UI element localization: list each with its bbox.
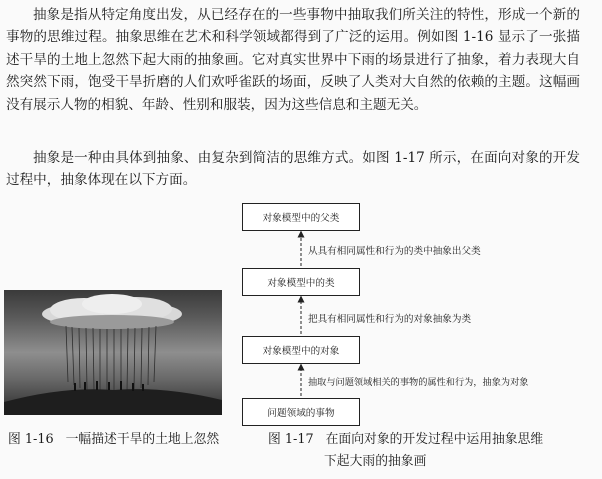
box-parent-class: 对象模型中的父类 xyxy=(242,203,360,231)
box-class: 对象模型中的类 xyxy=(242,268,360,296)
figure-1-17-text: 在面向对象的开发过程中运用抽象思维 xyxy=(325,432,544,447)
paragraph-2: 抽象是一种由具体到抽象、由复杂到简洁的思维方式。如图 1-17 所示，在面向对象的开发过程中，抽象体现在以下方面。 xyxy=(6,150,580,189)
figure-1-16-text: 一幅描述干旱的土地上忽然 xyxy=(65,432,220,447)
paragraph-1: 抽象是指从特定角度出发，从已经存在的一些事物中抽取我们所关注的特性，形成一个新的事物的思维过程。抽象思维在艺术和科学领域都得到了广泛的运用。例如图 1-16 显示了一张描述干旱的土地上忽然下起大雨的抽象画。它对真实世界中下雨的场景进行了抽象，着力表现大自然突然下雨，饱受干旱折磨的人们欢呼雀跃的场面，反映了人类对大自然的依赖的主题。这幅画没有展示人物的相貌、年龄、性别和服装，因为这些信息和主题无关。 xyxy=(6,7,580,113)
figure-1-16-caption-continued: 下起大雨的抽象画 xyxy=(324,454,427,469)
box-problem-domain-thing: 问题领域的事物 xyxy=(242,398,360,426)
box-object: 对象模型中的对象 xyxy=(242,336,360,364)
figure-1-16-number: 图 1-16 xyxy=(8,432,54,447)
arrow-label-2: 把具有相同属性和行为的对象抽象为类 xyxy=(308,314,472,325)
figure-1-17-number: 图 1-17 xyxy=(268,432,314,447)
rain-painting-image xyxy=(4,290,222,415)
figure-1-17-caption xyxy=(268,429,543,451)
figure-1-16-caption xyxy=(8,429,219,451)
arrow-label-3: 抽取与问题领域相关的事物的属性和行为，抽象为对象 xyxy=(308,377,529,388)
rain-cloud-illustration xyxy=(4,290,222,415)
arrow-label-1: 从具有相同属性和行为的类中抽象出父类 xyxy=(308,246,481,257)
